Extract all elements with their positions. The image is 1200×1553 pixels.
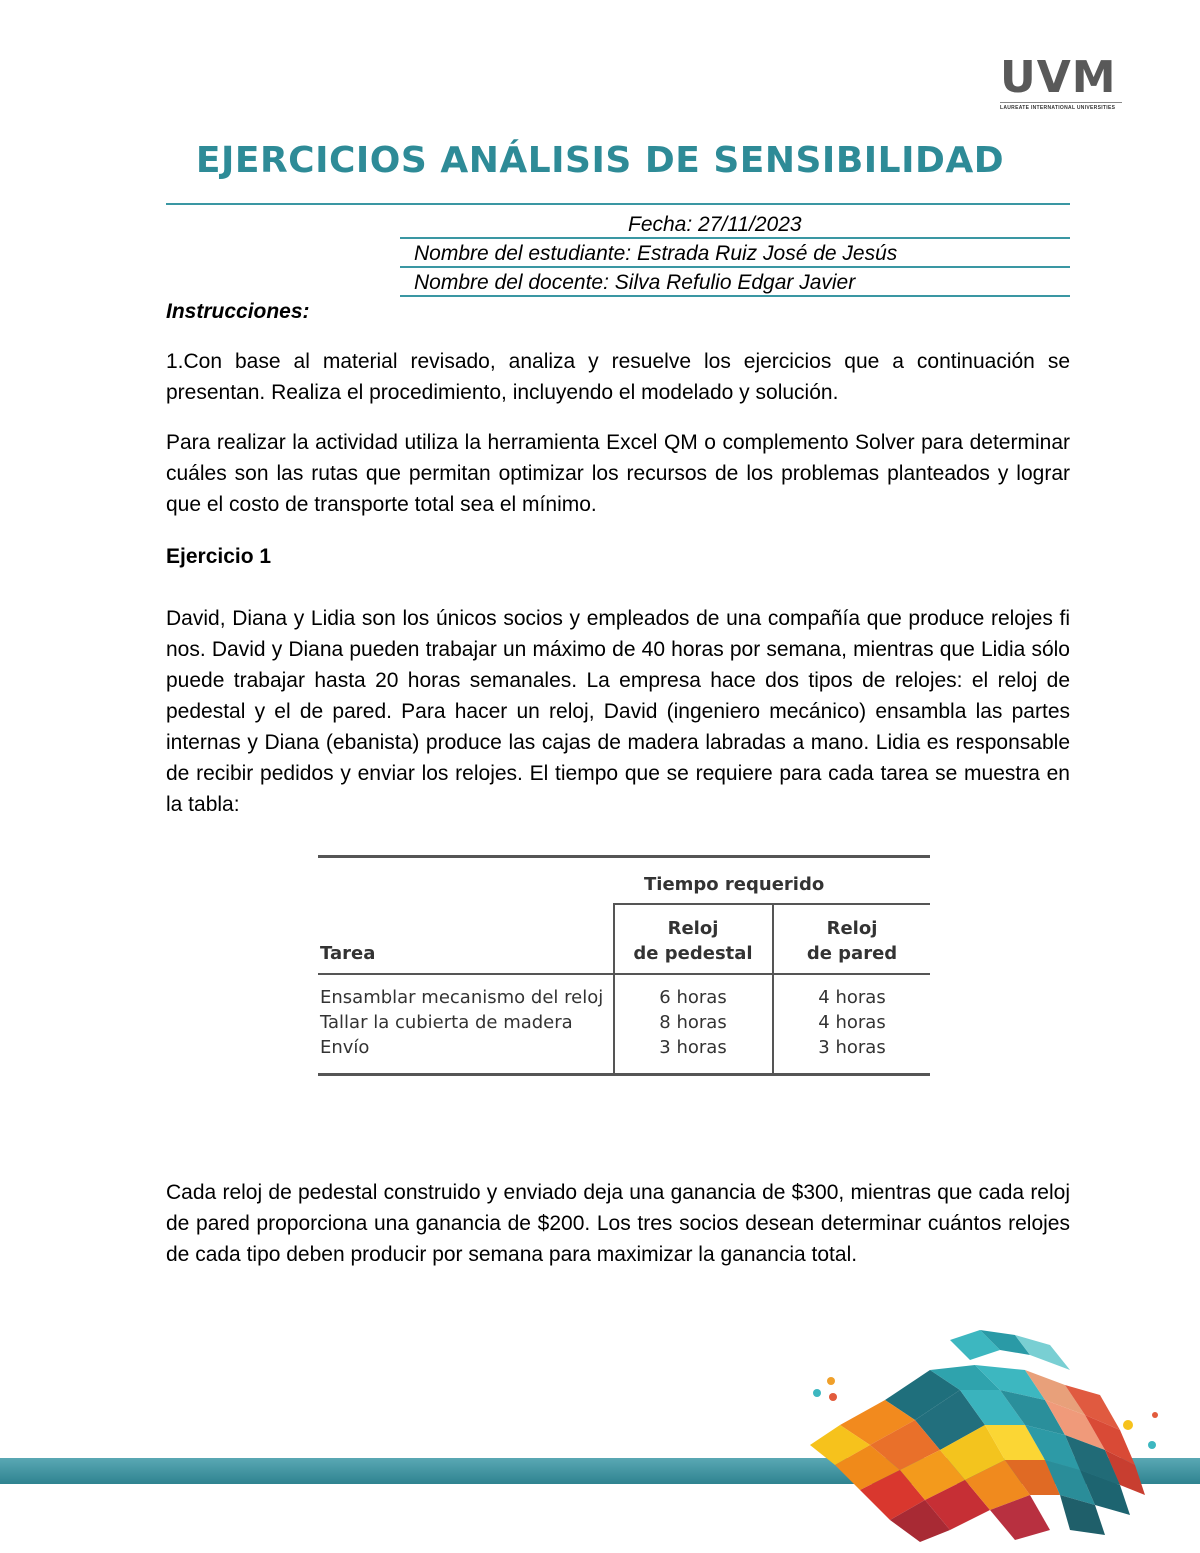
row2-pared: 4 horas [818, 1012, 886, 1033]
col-pared-line2: de pared [806, 943, 898, 964]
row1-pedestal: 6 horas [659, 987, 727, 1008]
row2-tarea: Tallar la cubierta de madera [320, 1012, 573, 1033]
row2-pedestal: 8 horas [659, 1012, 727, 1033]
page-title: EJERCICIOS ANÁLISIS DE SENSIBILIDAD [195, 140, 1005, 181]
dot-teal [813, 1389, 821, 1397]
table-bottom-rule [318, 1073, 930, 1076]
paragraph-2: Para realizar la actividad utiliza la herramienta Excel QM o complemento Solver para determinar cuáles son las rutas que permitan optimizar los recursos de los problemas planteados y lograr que el costo de transporte total sea el mínimo. [166, 431, 1070, 516]
row1-tarea: Ensamblar mecanismo del reloj [320, 987, 604, 1008]
uvm-logo [1000, 52, 1122, 111]
header-rule [318, 973, 930, 975]
paragraph-1: 1.Con base al material revisado, analiza y resuelve los ejercicios que a continuación se presentan. Realiza el procedimiento, incluyendo el modelado y solución. [166, 350, 1070, 404]
instrucciones-label: Instrucciones: [166, 300, 310, 323]
dot-teal-right [1148, 1441, 1156, 1449]
row3-pedestal: 3 horas [659, 1037, 727, 1058]
col-pedestal-line1: Reloj [667, 918, 719, 939]
row1-pared: 4 horas [818, 987, 886, 1008]
dot-yellow [1123, 1420, 1133, 1430]
row3-tarea: Envío [320, 1037, 370, 1058]
col-pedestal-line2: de pedestal [633, 943, 753, 964]
fecha-field: Fecha: 27/11/2023 [628, 213, 802, 236]
row3-pared: 3 horas [818, 1037, 886, 1058]
estudiante-field: Nombre del estudiante: Estrada Ruiz José de Jesús [414, 242, 898, 265]
cube-mosaic [810, 1330, 1145, 1542]
paragraph-3: David, Diana y Lidia son los únicos socios y empleados de una compañía que produce relojes fi nos. David y Diana pueden trabajar un máximo de 40 horas por semana, mientras que Lidia sólo puede trabajar hasta 20 horas semanales. La empresa hace dos tipos de relojes: el reloj de pedestal y el de pared. Para hacer un reloj, David (ingeniero mecánico) ensambla las partes internas y Diana (ebanista) produce las cajas de madera labradas a mano. Lidia es responsable de recibir pedidos y enviar los relojes. El tiempo que se requiere para cada tarea se muestra en la tabla: [166, 607, 1070, 816]
decorative-cubes-graphic [800, 1330, 1170, 1545]
col-tarea: Tarea [320, 943, 376, 964]
docente-field: Nombre del docente: Silva Refulio Edgar Javier [414, 271, 856, 294]
dot-red-small [1152, 1412, 1158, 1418]
title-rule [166, 203, 1070, 205]
paragraph-4: Cada reloj de pedestal construido y enviado deja una ganancia de $300, mientras que cada reloj de pared proporciona una ganancia de $200. Los tres socios desean determinar cuántos relojes de cada tipo deben producir por semana para maximizar la ganancia total. [166, 1181, 1070, 1266]
col-pared-line1: Reloj [826, 918, 878, 939]
dot-red [829, 1393, 837, 1401]
dot-orange [827, 1377, 835, 1385]
logo-subtext: LAUREATE INTERNATIONAL UNIVERSITIES [1000, 102, 1122, 111]
group-header: Tiempo requerido [644, 874, 825, 895]
time-table [318, 855, 930, 1079]
table-top-rule [318, 855, 930, 858]
logo-text: UVM [1000, 52, 1117, 103]
ejercicio-heading: Ejercicio 1 [166, 545, 272, 568]
